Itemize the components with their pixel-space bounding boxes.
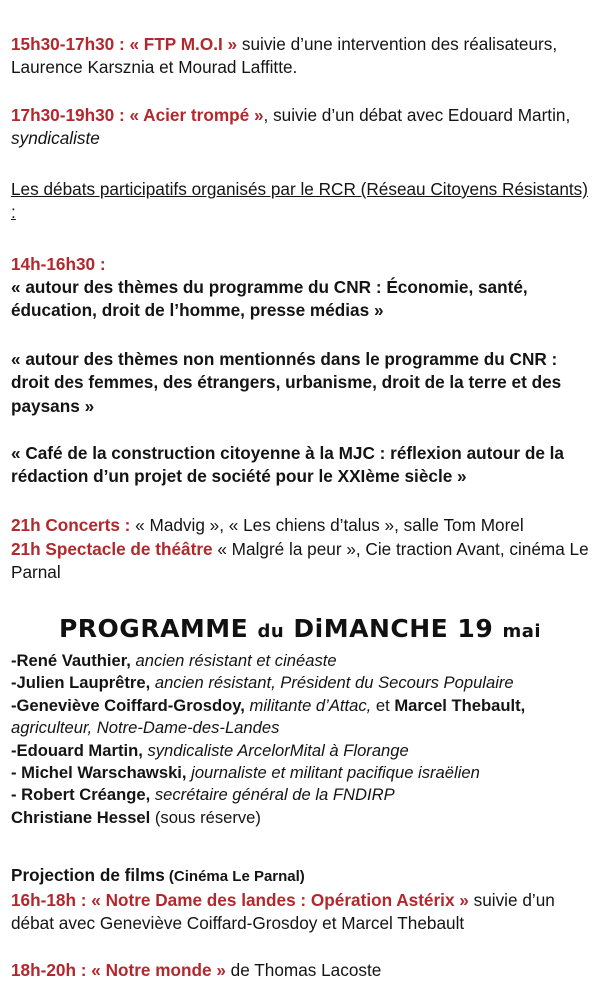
title-part: du	[257, 621, 285, 642]
time-label: 18h-20h : « Notre monde »	[11, 960, 226, 980]
participant-name: -Geneviève Coiffard-Grosdoy,	[11, 695, 245, 715]
participant-role: ancien résistant et cinéaste	[130, 651, 337, 670]
participant-name: -Julien Lauprêtre,	[11, 673, 151, 693]
participant-role: ancien résistant, Président du Secours Populaire	[150, 673, 514, 693]
time-label: 16h-18h : « Notre Dame des landes : Opération Astérix »	[11, 890, 469, 910]
description: suivie d’un débat avec Geneviève Coiffard-Grosdoy et Marcel Thebault	[11, 890, 555, 934]
participant-name: Marcel Thebault,	[394, 695, 526, 715]
film-notre-monde	[11, 959, 591, 982]
debates-heading: Les débats participatifs organisés par le RCR (Réseau Citoyens Résistants) :	[11, 179, 588, 223]
participant	[11, 784, 591, 806]
participant	[11, 672, 591, 694]
participant	[11, 650, 591, 672]
debates-time: 14h-16h30 :	[11, 254, 106, 274]
theatre-label: 21h Spectacle de théâtre	[11, 539, 213, 559]
participant-role: journaliste et militant pacifique israëlien	[186, 763, 480, 783]
saturday-film-ftp-moi	[11, 33, 591, 80]
films-section-title	[11, 864, 591, 888]
saturday-film-acier-trompe	[11, 104, 591, 151]
participant-name: - Michel Warschawski,	[11, 763, 187, 783]
participant-role: secrétaire général de la FNDIRP	[150, 785, 395, 805]
role-text: syndicaliste	[11, 128, 100, 149]
participant	[11, 695, 591, 740]
films-title: Projection de films	[11, 865, 165, 885]
participant	[11, 740, 591, 762]
conjunction: et	[371, 695, 395, 715]
participant-role: militante d’Attac,	[244, 695, 372, 715]
evening-theatre	[11, 538, 591, 585]
films-venue: (Cinéma Le Parnal)	[164, 868, 305, 885]
sunday-participants	[11, 650, 591, 829]
description: , suivie d’un débat avec Edouard Martin,	[263, 105, 571, 125]
debate-item-cnr-themes: « autour des thèmes du programme du CNR : Économie, santé, éducation, droit de l’homme, presse médias »	[11, 277, 528, 321]
title-part: DiMANCHE 19	[293, 614, 494, 643]
evening-concerts	[11, 514, 591, 537]
participant-name: -René Vauthier,	[11, 651, 131, 670]
debate-item-other-themes: « autour des thèmes non mentionnés dans le programme du CNR : droit des femmes, des étrangers, urbanisme, droit de la terre et des paysans »	[11, 349, 562, 416]
sunday-program-title	[0, 614, 600, 647]
time-label: 15h30-17h30 : « FTP M.O.I »	[11, 34, 238, 54]
title-part: PROGRAMME	[58, 614, 249, 643]
participant	[11, 762, 591, 784]
concert-text: « Madvig », « Les chiens d’talus », salle Tom Morel	[130, 515, 524, 535]
time-label: 17h30-19h30 : « Acier trompé »	[11, 105, 264, 125]
participant-role: syndicaliste ArcelorMital à Florange	[142, 740, 409, 760]
participant-note: (sous réserve)	[150, 807, 261, 827]
participant-name: -Edouard Martin,	[11, 740, 143, 760]
participant-name: Christiane Hessel	[11, 807, 151, 827]
theatre-text: « Malgré la peur », Cie traction Avant, cinéma Le Parnal	[11, 539, 589, 583]
participant-name: - Robert Créange,	[11, 785, 151, 805]
description: de Thomas Lacoste	[225, 960, 382, 980]
film-notre-dame-des-landes	[11, 889, 591, 936]
participant	[11, 807, 591, 829]
title-part: mai	[502, 621, 542, 642]
debate-item-cafe: « Café de la construction citoyenne à la MJC : réflexion autour de la rédaction d’un projet de société pour le XXIème siècle »	[11, 443, 564, 487]
description: suivie d’une intervention des réalisateurs, Laurence Karsznia et Mourad Laffitte.	[11, 34, 558, 78]
concert-label: 21h Concerts :	[11, 515, 131, 535]
participant-role: agriculteur, Notre-Dame-des-Landes	[11, 718, 280, 738]
